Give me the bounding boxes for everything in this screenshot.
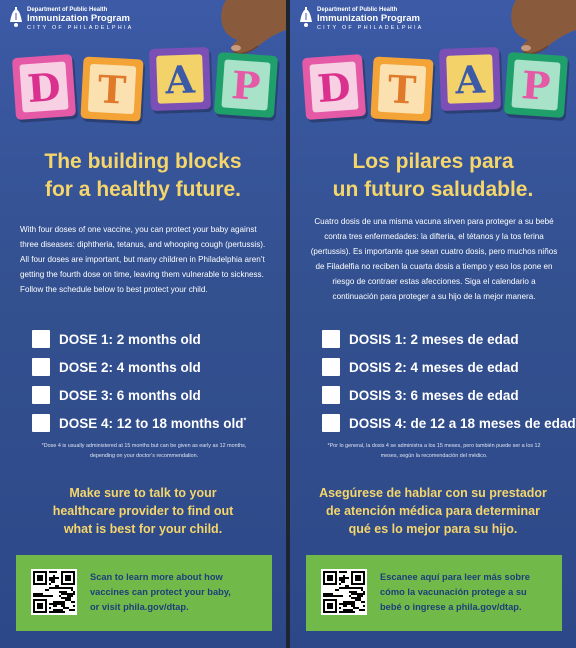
dose-number: DOSE 3: [59, 387, 117, 403]
logo-city: CITY OF PHILADELPHIA [27, 24, 134, 31]
intro-paragraph: Cuatro dosis de una misma vacuna sirven para proteger a su bebé contra tres enfermedades: la difteria, el tétanos y la tos ferina (pertussis). Es importante que sean cuatro dosis, pero muchos niños de Filadelfia no reciben la cuarta dosis a tiempo y eso los pone en riesgo de contraer estas afecciones. Siga el calendario a continuación para proteger a su hijo de la mejor manera. [310, 217, 558, 301]
headline-line-1: The building blocks [44, 150, 242, 173]
dose-label [349, 332, 519, 347]
dose-item-3 [32, 384, 282, 406]
qr-caption [90, 570, 266, 615]
qr-code-icon[interactable] [321, 569, 367, 615]
logo-program: Immunization Program [317, 13, 420, 24]
headline [290, 148, 576, 204]
dose-checkbox[interactable] [32, 330, 50, 348]
dose-number: DOSE 4: [59, 415, 117, 431]
dose-item-1 [322, 328, 572, 350]
dose-checkbox[interactable] [322, 330, 340, 348]
dose-item-2 [32, 356, 282, 378]
dose-age: 4 meses de edad [410, 359, 519, 375]
dose-item-4 [322, 412, 576, 434]
dose-footnote: *Dose 4 is usually administered at 15 months but can be given as early as 12 months, depending on your doctor’s recommendation. [41, 443, 247, 459]
qr-code-box [16, 555, 272, 631]
logo-department: Department of Public Health [27, 7, 108, 13]
call-to-action [298, 484, 568, 538]
dose-label [349, 388, 519, 403]
cta-line-3: what is best for your child. [63, 522, 223, 536]
dose-checkbox[interactable] [322, 358, 340, 376]
letter-block-t [370, 56, 433, 121]
dose-label [59, 388, 201, 403]
letter-block-a [439, 47, 501, 111]
dose-number: DOSE 1: [59, 331, 117, 347]
dose-number: DOSIS 1: [349, 331, 411, 347]
liberty-bell-icon [9, 7, 23, 31]
cta-line-2: de atención médica para determinar [326, 504, 540, 518]
dose-footnote-marker: * [243, 417, 247, 424]
cta-line-2: healthcare provider to find out [52, 504, 234, 518]
logo-program: Immunization Program [27, 13, 130, 24]
dose-item-3 [322, 384, 572, 406]
letter-block-face: D [19, 61, 68, 112]
dose-number: DOSIS 4: [349, 415, 411, 431]
dose-number: DOSIS 2: [349, 359, 411, 375]
dose-label [59, 332, 201, 347]
qr-caption-line-2: vaccines can protect your baby, [90, 587, 231, 597]
headline [0, 148, 286, 204]
dose-schedule [32, 328, 282, 440]
spanish-panel [290, 0, 576, 648]
letter-block-face: D [309, 61, 358, 112]
dose-checkbox[interactable] [32, 386, 50, 404]
logo-department: Department of Public Health [317, 7, 398, 13]
letter-block-face: P [511, 59, 560, 110]
dose-checkbox[interactable] [32, 358, 50, 376]
qr-caption-line-2: cómo la vacunación protege a su [380, 587, 527, 597]
cta-line-1: Asegúrese de hablar con su prestador [319, 486, 547, 500]
dose-age: 2 meses de edad [410, 331, 519, 347]
dose-label [349, 360, 519, 375]
dose-checkbox[interactable] [32, 414, 50, 432]
letter-block-p [214, 52, 278, 118]
letter-block-face: A [156, 54, 204, 104]
liberty-bell-icon [299, 7, 313, 31]
qr-caption [380, 570, 556, 615]
dose-age: 2 months old [116, 331, 201, 347]
qr-code-box [306, 555, 562, 631]
letter-block-face: P [221, 59, 270, 110]
qr-code-icon[interactable] [31, 569, 77, 615]
dose-age: 12 to 18 months old [116, 415, 244, 431]
letter-block-face: T [378, 64, 426, 114]
dose-footnote: *Por lo general, la dosis 4 se administra a los 15 meses, pero también puede ser a los 12 meses, según la recomendación del médico. [327, 443, 541, 459]
logo-city: CITY OF PHILADELPHIA [317, 24, 424, 31]
letter-block-face: A [446, 54, 494, 104]
dose-age: 6 months old [116, 387, 201, 403]
letter-block-d [12, 54, 76, 120]
qr-caption-line-1: Escanee aquí para leer más sobre [380, 572, 530, 582]
dtap-blocks [300, 48, 570, 124]
dtap-blocks [10, 48, 280, 124]
dose-number: DOSE 2: [59, 359, 117, 375]
intro-paragraph: With four doses of one vaccine, you can protect your baby against three diseases: diphtheria, tetanus, and whooping cough (pertussis). All four doses are important, but many children in Philadelphia aren’t getting the fourth dose on time, leaving them vulnerable to sickness. Follow the schedule below to best protect your child. [20, 225, 266, 294]
qr-caption-line-3[interactable]: bebé o ingrese a phila.gov/dtap. [380, 602, 522, 612]
cta-line-1: Make sure to talk to your [69, 486, 217, 500]
dose-checkbox[interactable] [322, 386, 340, 404]
health-department-logo [9, 7, 134, 31]
call-to-action [8, 484, 278, 538]
dose-item-1 [32, 328, 282, 350]
dose-label [349, 416, 576, 431]
dose-schedule [322, 328, 576, 440]
headline-line-1: Los pilares para [352, 150, 514, 173]
letter-block-p [504, 52, 568, 118]
dose-label [59, 360, 201, 375]
letter-block-d [302, 54, 366, 120]
dose-item-4 [32, 412, 282, 434]
dose-item-2 [322, 356, 572, 378]
dose-checkbox[interactable] [322, 414, 340, 432]
english-panel [0, 0, 286, 648]
dose-number: DOSIS 3: [349, 387, 411, 403]
letter-block-t [80, 56, 143, 121]
health-department-logo [299, 7, 424, 31]
dose-age: 4 months old [116, 359, 201, 375]
dose-age: 6 meses de edad [410, 387, 519, 403]
qr-caption-line-3[interactable]: or visit phila.gov/dtap. [90, 602, 189, 612]
cta-line-3: qué es lo mejor para su hijo. [348, 522, 518, 536]
headline-line-2: for a healthy future. [44, 178, 242, 201]
dose-label [59, 416, 246, 431]
letter-block-a [149, 47, 211, 111]
dose-age: de 12 a 18 meses de edad [410, 415, 576, 431]
headline-line-2: un futuro saludable. [332, 178, 534, 201]
qr-caption-line-1: Scan to learn more about how [90, 572, 223, 582]
letter-block-face: T [88, 64, 136, 114]
